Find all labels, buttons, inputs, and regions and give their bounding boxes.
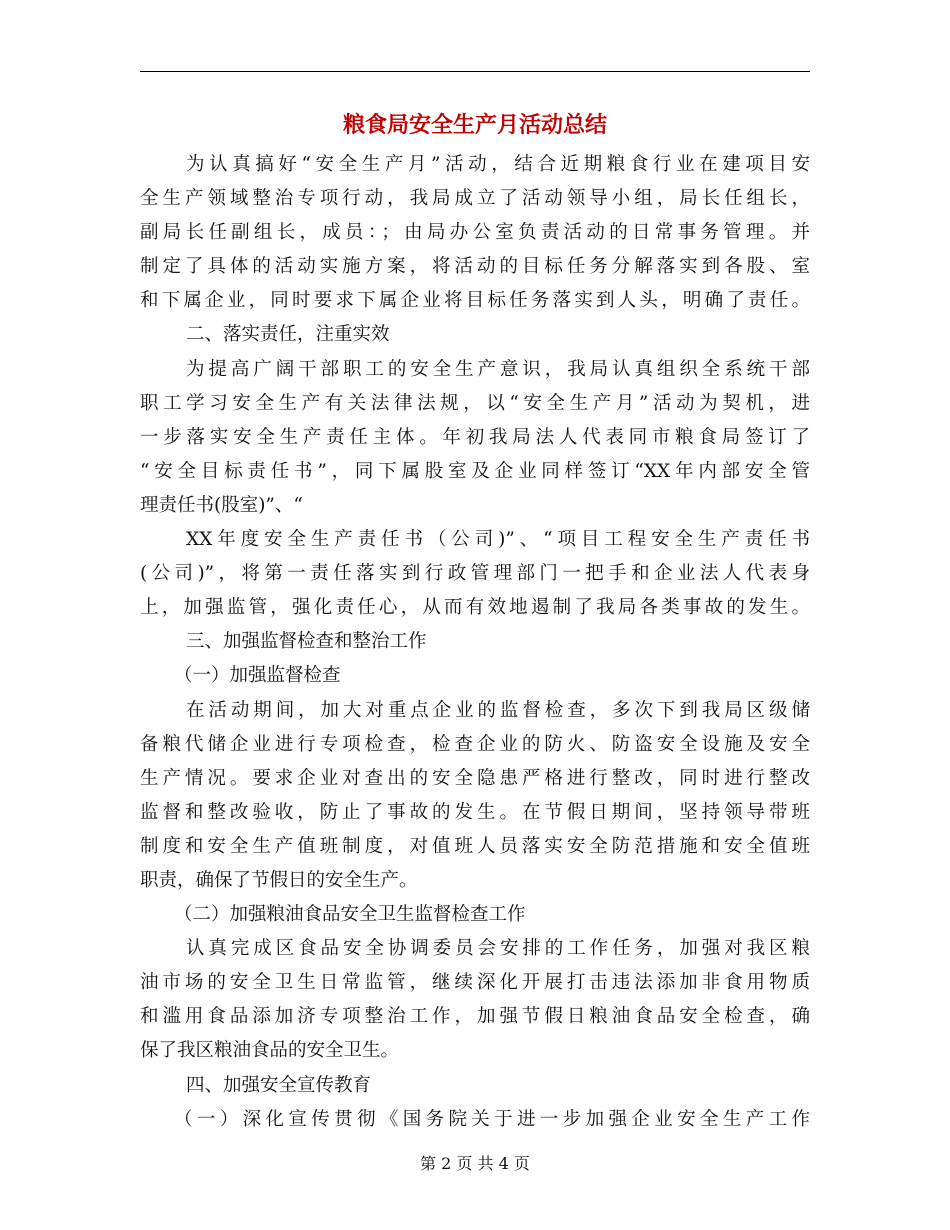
- paragraph-line: 和滥用食品添加济专项整治工作，加强节假日粮油食品安全检查，确: [140, 1006, 810, 1028]
- paragraph-line: 制度和安全生产值班制度，对值班人员落实安全防范措施和安全值班: [140, 835, 810, 857]
- section-heading: 二、落实责任，注重实效: [186, 324, 390, 346]
- header-rule: [140, 71, 810, 72]
- paragraph-line: 职工学习安全生产有关法律法规，以“安全生产月”活动为契机，进: [140, 392, 810, 414]
- paragraph-line: 监督和整改验收，防止了事故的发生。在节假日期间，坚持领导带班: [140, 801, 810, 823]
- paragraph-line: 为提高广阔干部职工的安全生产意识，我局认真组织全系统干部: [186, 358, 810, 380]
- section-heading: 四、加强安全宣传教育: [186, 1074, 372, 1096]
- document-body: [140, 148, 810, 1137]
- paragraph-line: 备粮代储企业进行专项检查，检查企业的防火、防盗安全设施及安全: [140, 733, 810, 755]
- paragraph-line: 在活动期间，加大对重点企业的监督检查，多次下到我局区级储: [186, 699, 810, 721]
- paragraph-line: 为认真搞好“安全生产月”活动，结合近期粮食行业在建项目安: [186, 154, 810, 175]
- subsection-heading: （一）加强监督检查: [174, 665, 341, 687]
- paragraph-line: 职责，确保了节假日的安全生产。: [140, 869, 418, 891]
- paragraph-line: (公司)”，将第一责任落实到行政管理部门一把手和企业法人代表身: [140, 563, 810, 585]
- paragraph-line: 油市场的安全卫生日常监管，继续深化开展打击违法添加非食用物质: [140, 972, 810, 994]
- paragraph-line: 全生产领域整治专项行动，我局成立了活动领导小组，局长任组长，: [140, 188, 810, 210]
- page-footer: 第 2 页 共 4 页: [420, 1154, 530, 1173]
- paragraph-line: 副局长任副组长，成员：；由局办公室负责活动的日常事务管理。并: [140, 222, 810, 244]
- document-title: 粮食局安全生产月活动总结: [342, 112, 607, 138]
- paragraph-line: XX年度安全生产责任书（公司)”、“项目工程安全生产责任书: [186, 529, 810, 551]
- paragraph-line: 和下属企业，同时要求下属企业将目标任务落实到人头，明确了责任。: [140, 290, 810, 312]
- paragraph-line: “安全目标责任书”，同下属股室及企业同样签订“XX年内部安全管: [140, 460, 810, 482]
- subsection-heading: （一）深化宣传贯彻《国务院关于进一步加强企业安全生产工作: [174, 1108, 810, 1130]
- paragraph-line: 认真完成区食品安全协调委员会安排的工作任务，加强对我区粮: [186, 938, 810, 960]
- paragraph-line: 保了我区粮油食品的安全卫生。: [140, 1040, 400, 1062]
- paragraph-line: 一步落实安全生产责任主体。年初我局法人代表同市粮食局签订了: [140, 426, 810, 448]
- subsection-heading: （二）加强粮油食品安全卫生监督检查工作: [174, 904, 526, 926]
- paragraph-line: 理责任书(股室)”、“: [140, 494, 303, 516]
- section-heading: 三、加强监督检查和整治工作: [186, 631, 427, 653]
- paragraph-line: 生产情况。要求企业对查出的安全隐患严格进行整改，同时进行整改: [140, 767, 810, 789]
- paragraph-line: 上，加强监管，强化责任心，从而有效地遏制了我局各类事故的发生。: [140, 597, 810, 619]
- paragraph-line: 制定了具体的活动实施方案，将活动的目标任务分解落实到各股、室: [140, 256, 810, 278]
